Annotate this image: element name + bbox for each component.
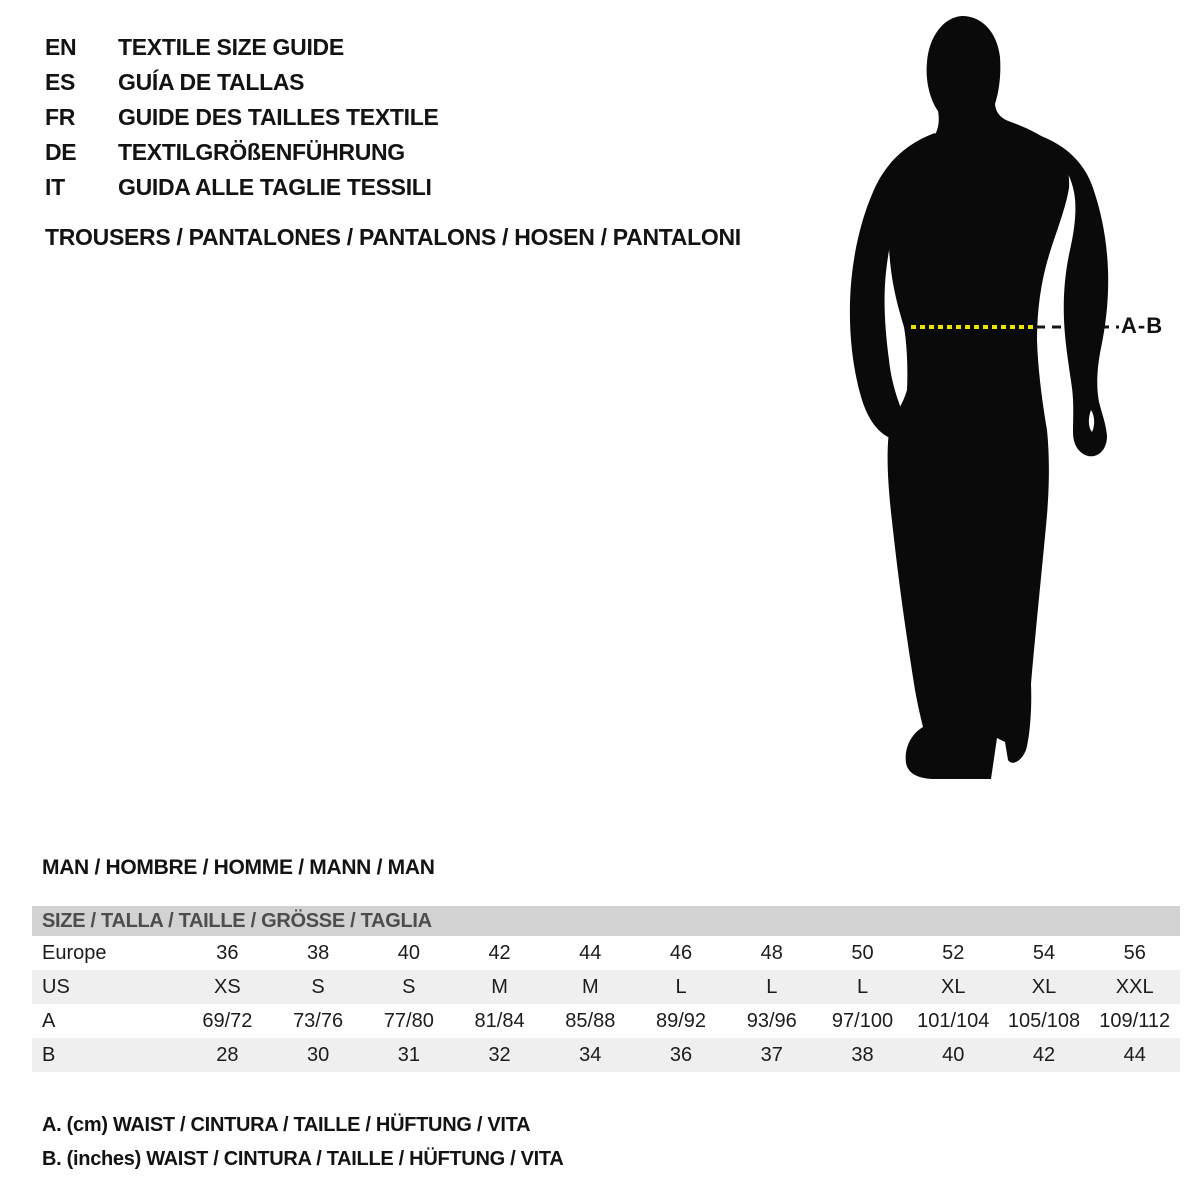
size-cell: 93/96 [746, 1010, 797, 1032]
language-code: EN [45, 34, 77, 60]
size-cell: 46 [669, 942, 693, 964]
size-table-row [32, 1004, 1180, 1038]
language-guide-title: GUIDE DES TAILLES TEXTILE [118, 104, 439, 130]
size-cell: 37 [760, 1044, 783, 1066]
language-row [45, 100, 439, 135]
size-cell: 36 [216, 942, 239, 964]
man-silhouette-svg [845, 0, 1145, 790]
size-cell: L [675, 976, 687, 998]
footnotes [42, 1108, 564, 1176]
size-table [32, 906, 1180, 1072]
size-cell: 105/108 [1007, 1010, 1081, 1032]
size-cell: XS [214, 976, 241, 998]
size-cell: 77/80 [383, 1010, 434, 1032]
size-cell: 42 [488, 942, 511, 964]
language-code: ES [45, 69, 76, 95]
size-cell: XL [941, 976, 966, 998]
size-cell: 38 [851, 1044, 874, 1066]
size-cell: 54 [1032, 942, 1056, 964]
size-cell: 34 [579, 1044, 602, 1066]
footnote-b-inches: B. (inches) WAIST / CINTURA / TAILLE / HÜFTUNG / VITA [42, 1148, 564, 1170]
size-cell: 81/84 [474, 1010, 525, 1032]
language-row [45, 65, 439, 100]
size-row-label: A [42, 1010, 56, 1032]
size-cell: S [402, 976, 416, 998]
size-cell: L [766, 976, 778, 998]
language-row [45, 170, 439, 205]
size-row-label: B [42, 1044, 56, 1066]
size-cell: 32 [488, 1044, 511, 1066]
size-cell: 73/76 [293, 1010, 344, 1032]
size-cell: M [491, 976, 508, 998]
size-cell: 50 [851, 942, 874, 964]
size-cell: 38 [306, 942, 330, 964]
size-table-header: SIZE / TALLA / TAILLE / GRÖSSE / TAGLIA [32, 906, 1180, 936]
size-cell: 44 [579, 942, 602, 964]
language-guide-list [45, 30, 439, 205]
size-cell: 89/92 [656, 1010, 707, 1032]
size-cell: 42 [1032, 1044, 1056, 1066]
language-guide-title: TEXTILE SIZE GUIDE [118, 34, 344, 60]
language-guide-title: TEXTILGRÖßENFÜHRUNG [118, 139, 405, 165]
size-cell: S [311, 976, 325, 998]
size-cell: M [581, 976, 599, 998]
size-cell: 31 [397, 1044, 420, 1066]
size-cell: 30 [306, 1044, 330, 1066]
size-cell: 52 [942, 942, 965, 964]
size-cell: 36 [669, 1044, 693, 1066]
man-silhouette-figure [845, 0, 1145, 790]
size-cell: XXL [1115, 976, 1154, 998]
size-row-label: Europe [42, 942, 107, 964]
language-row [45, 135, 439, 170]
size-cell: 28 [216, 1044, 239, 1066]
size-cell: 44 [1123, 1044, 1146, 1066]
size-cell: 69/72 [202, 1010, 253, 1032]
language-code: FR [45, 104, 76, 130]
size-cell: 48 [760, 942, 783, 964]
size-row-label: US [42, 976, 70, 998]
language-code: DE [45, 139, 77, 165]
size-cell: 85/88 [565, 1010, 616, 1032]
size-cell: 40 [942, 1044, 965, 1066]
size-cell: 109/112 [1099, 1010, 1171, 1032]
size-cell: 56 [1123, 942, 1146, 964]
language-row [45, 30, 439, 65]
size-table-row [32, 1038, 1180, 1072]
size-cell: L [856, 976, 869, 998]
size-table-rows [32, 936, 1180, 1072]
size-cell: 97/100 [831, 1010, 894, 1032]
footnote-a-cm: A. (cm) WAIST / CINTURA / TAILLE / HÜFTUNG / VITA [42, 1114, 531, 1136]
size-cell: 40 [397, 942, 420, 964]
size-table-row [32, 936, 1180, 970]
size-cell: XL [1031, 976, 1057, 998]
product-heading: TROUSERS / PANTALONES / PANTALONS / HOSEN / PANTALONI [45, 224, 741, 250]
language-guide-title: GUIDA ALLE TAGLIE TESSILI [118, 174, 432, 200]
silhouette-body-path [888, 16, 1070, 779]
man-section-heading: MAN / HOMBRE / HOMME / MANN / MAN [42, 856, 435, 879]
language-guide-title: GUÍA DE TALLAS [118, 69, 305, 95]
size-cell: 101/104 [917, 1010, 990, 1032]
measure-label-ab: A-B [1121, 313, 1164, 338]
size-table-row [32, 970, 1180, 1004]
language-code: IT [45, 174, 65, 200]
